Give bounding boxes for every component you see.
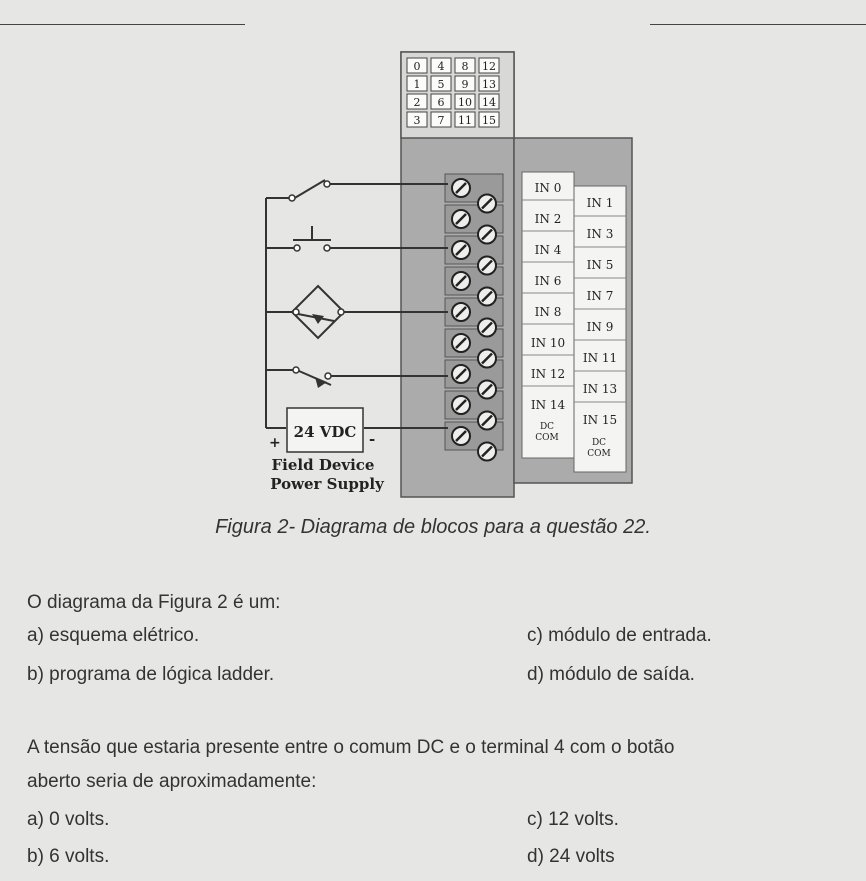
terminal-screw-icon bbox=[452, 303, 470, 321]
dc-com-left-com: COM bbox=[535, 433, 559, 443]
supply-label-line1: Field Device bbox=[271, 456, 375, 474]
input-label-right: IN 13 bbox=[582, 382, 618, 396]
question2-option-a: a) 0 volts. bbox=[27, 809, 110, 830]
terminal-screw-icon bbox=[452, 241, 470, 259]
input-label-left: IN 8 bbox=[534, 305, 562, 319]
switch-actuator-icon bbox=[315, 377, 327, 388]
question1-stem: O diagrama da Figura 2 é um: bbox=[27, 592, 281, 613]
power-supply-voltage: 24 VDC bbox=[293, 423, 357, 441]
dc-com-left-dc: DC bbox=[539, 422, 555, 432]
input-label-left: IN 12 bbox=[530, 367, 566, 381]
led-number: 11 bbox=[458, 114, 472, 127]
led-number: 15 bbox=[482, 114, 496, 127]
input-label-left: IN 2 bbox=[534, 212, 562, 226]
figure-caption: Figura 2- Diagrama de blocos para a questão 22. bbox=[215, 516, 651, 538]
terminal-screw-icon bbox=[478, 350, 496, 368]
input-label-left: IN 6 bbox=[534, 274, 562, 288]
question2-option-d: d) 24 volts bbox=[527, 846, 615, 867]
question2-stem-line2: aberto seria de aproximadamente: bbox=[27, 771, 317, 792]
led-number: 3 bbox=[413, 114, 421, 127]
input-label-right: IN 3 bbox=[586, 227, 614, 241]
led-number: 8 bbox=[461, 60, 469, 73]
terminal-screw-icon bbox=[478, 412, 496, 430]
terminal-screw-icon bbox=[452, 427, 470, 445]
led-number: 6 bbox=[437, 96, 445, 109]
plus-sign: + bbox=[269, 435, 281, 451]
input-label-left: IN 14 bbox=[530, 398, 566, 412]
terminal-screw-icon bbox=[452, 365, 470, 383]
input-label-right: IN 11 bbox=[582, 351, 618, 365]
led-number: 2 bbox=[413, 96, 421, 109]
led-number: 1 bbox=[413, 78, 421, 91]
question1-option-c: c) módulo de entrada. bbox=[527, 625, 712, 646]
dc-com-right-com: COM bbox=[587, 449, 611, 459]
input-label-right: IN 1 bbox=[586, 196, 614, 210]
terminal-screw-icon bbox=[452, 272, 470, 290]
input-label-right: IN 7 bbox=[586, 289, 614, 303]
terminal-screw-icon bbox=[478, 319, 496, 337]
input-label-right: IN 15 bbox=[582, 413, 618, 427]
terminal-screw-icon bbox=[452, 210, 470, 228]
terminal-screw-icon bbox=[452, 396, 470, 414]
led-number: 12 bbox=[482, 60, 496, 73]
question1-option-b: b) programa de lógica ladder. bbox=[27, 664, 275, 685]
question2-stem-line1: A tensão que estaria presente entre o comum DC e o terminal 4 com o botão bbox=[27, 737, 675, 758]
input-label-left: IN 4 bbox=[534, 243, 562, 257]
terminal-screw-icon bbox=[452, 334, 470, 352]
input-label-right: IN 5 bbox=[586, 258, 614, 272]
question2-option-c: c) 12 volts. bbox=[527, 809, 619, 830]
led-number: 7 bbox=[437, 114, 445, 127]
switch-contacts bbox=[289, 181, 344, 379]
question1-option-d: d) módulo de saída. bbox=[527, 664, 695, 685]
supply-label-line2: Power Supply bbox=[270, 475, 384, 493]
led-number: 5 bbox=[437, 78, 445, 91]
terminal-screw-icon bbox=[478, 226, 496, 244]
question1-option-a: a) esquema elétrico. bbox=[27, 625, 200, 646]
led-number: 14 bbox=[482, 96, 496, 109]
dc-com-right-dc: DC bbox=[591, 438, 607, 448]
terminal-screw-icon bbox=[478, 443, 496, 461]
led-number: 4 bbox=[437, 60, 445, 73]
input-label-right: IN 9 bbox=[586, 320, 614, 334]
led-number: 13 bbox=[482, 78, 496, 91]
terminal-screw-icon bbox=[478, 257, 496, 275]
terminal-screw-icon bbox=[478, 288, 496, 306]
terminal-screw-icon bbox=[452, 179, 470, 197]
led-number: 9 bbox=[461, 78, 469, 91]
led-number: 0 bbox=[413, 60, 421, 73]
terminal-screw-icon bbox=[478, 381, 496, 399]
question2-option-b: b) 6 volts. bbox=[27, 846, 110, 867]
led-number: 10 bbox=[458, 96, 472, 109]
terminal-screws bbox=[445, 174, 503, 461]
minus-sign: - bbox=[369, 430, 376, 448]
input-label-left: IN 0 bbox=[534, 181, 562, 195]
input-label-left: IN 10 bbox=[530, 336, 566, 350]
terminal-screw-icon bbox=[478, 195, 496, 213]
